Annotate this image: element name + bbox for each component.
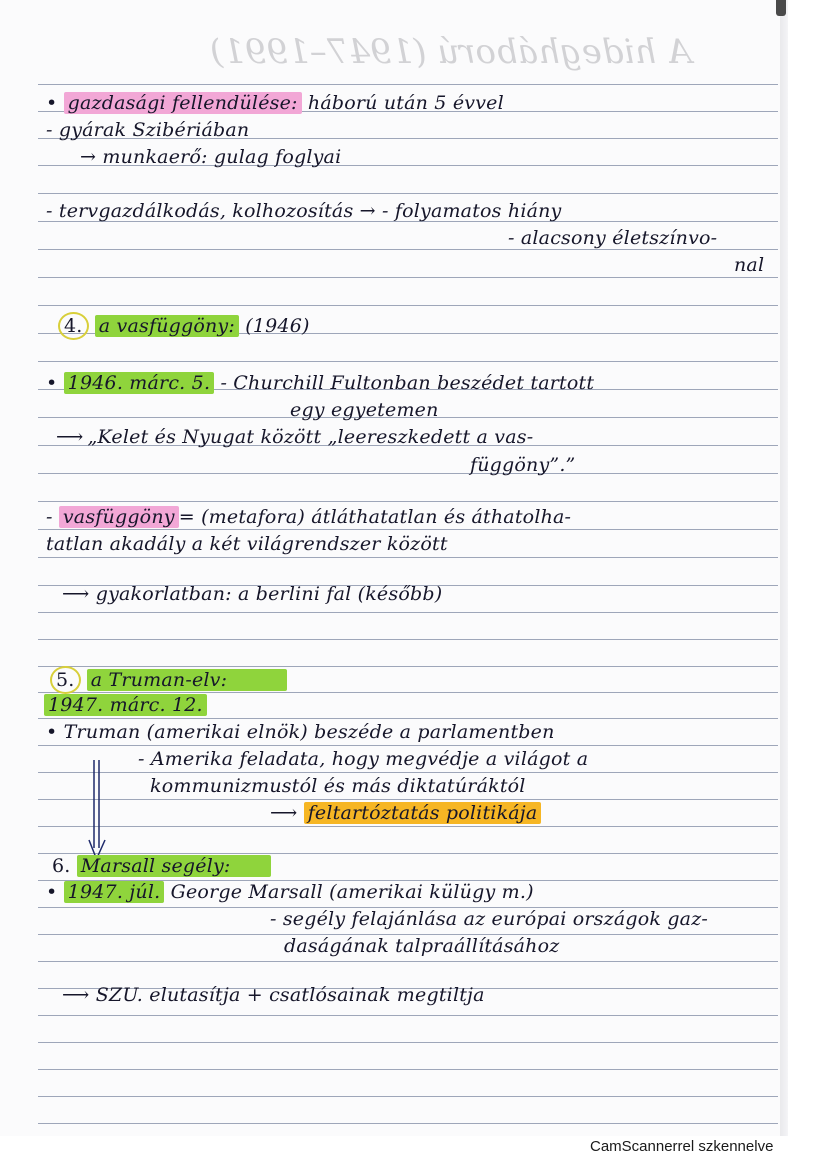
highlighted-term: gazdasági fellendülése:	[64, 92, 302, 114]
bleed-through-header: A hidegháború (1947–1991)	[210, 32, 692, 72]
note-text: - tervgazdálkodás, kolhozosítás →	[46, 200, 376, 222]
note-line-1	[46, 92, 504, 114]
section-title: a Truman-elv:	[87, 669, 287, 691]
section-4-quote	[56, 426, 533, 448]
note-text: munkaerő: gulag foglyai	[96, 146, 342, 168]
ruled-line	[38, 612, 778, 613]
date-highlight: 1947. júl.	[64, 881, 165, 903]
ruled-line	[38, 961, 778, 962]
double-down-arrow-icon	[88, 760, 106, 860]
arrow-icon: ⟶	[56, 426, 82, 448]
section-number: 4.	[58, 312, 89, 340]
date-highlight: 1947. márc. 12.	[44, 694, 207, 716]
ruled-line	[38, 84, 778, 85]
section-title: a vasfüggöny:	[95, 315, 239, 337]
note-text: George Marsall (amerikai külügy m.)	[170, 881, 534, 903]
result-highlight: feltartóztatás politikája	[304, 802, 542, 824]
bullet: •	[46, 92, 58, 114]
ruled-line	[38, 1015, 778, 1016]
ruled-line	[38, 305, 778, 306]
section-6-heading	[52, 855, 271, 877]
section-number: 5.	[50, 666, 81, 694]
section-4-practice	[62, 583, 442, 605]
ruled-line	[38, 557, 778, 558]
section-5-date	[44, 694, 207, 716]
date-highlight: 1946. márc. 5.	[64, 372, 215, 394]
section-4-heading	[58, 312, 310, 340]
section-4-definition-cont: tatlan akadály a két világrendszer között	[46, 533, 448, 555]
ruled-line	[38, 473, 778, 474]
dash: -	[46, 506, 53, 528]
section-4-event-cont: egy egyetemen	[290, 399, 439, 421]
section-title: Marsall segély:	[77, 855, 271, 877]
note-text: Truman (amerikai elnök) beszéde a parlamentben	[63, 721, 555, 743]
ruled-line	[38, 799, 778, 800]
section-6-point-cont: daságának talpraállításához	[284, 935, 560, 957]
ruled-line	[38, 826, 778, 827]
ruled-line	[38, 639, 778, 640]
note-line-5: - alacsony életszínvo-	[508, 227, 718, 249]
ruled-line	[38, 1069, 778, 1070]
section-6-event	[46, 881, 534, 903]
section-4-quote-cont: függöny”.”	[470, 454, 576, 476]
ruled-line	[38, 501, 778, 502]
note-text: - folyamatos hiány	[382, 200, 562, 222]
ruled-line	[38, 772, 778, 773]
page-edge	[780, 0, 788, 1136]
note-line-6: nal	[734, 254, 765, 276]
note-text: SZU. elutasítja + csatlósainak megtiltja	[95, 984, 485, 1006]
ruled-line	[38, 277, 778, 278]
arrow-icon: →	[80, 146, 97, 168]
note-text: gyakorlatban: a berlini fal (később)	[95, 583, 443, 605]
bullet: •	[46, 881, 58, 903]
definition-term: vasfüggöny	[59, 506, 179, 528]
ruled-line	[38, 1123, 778, 1124]
section-5-result	[270, 802, 541, 824]
arrow-icon: ⟶	[270, 802, 298, 824]
ruled-line	[38, 1096, 778, 1097]
note-line-2: - gyárak Szibériában	[46, 119, 250, 141]
ruled-line	[38, 249, 778, 250]
ruled-line	[38, 1042, 778, 1043]
note-line-4	[46, 200, 562, 222]
ruled-line	[38, 193, 778, 194]
section-number: 6.	[52, 855, 71, 877]
bullet: •	[46, 372, 58, 394]
ruled-line	[38, 361, 778, 362]
section-year: (1946)	[245, 315, 310, 337]
arrow-icon: ⟶	[62, 984, 90, 1006]
section-6-result	[62, 984, 485, 1006]
section-5-event	[46, 721, 555, 743]
note-line-3	[80, 146, 341, 168]
quote-text: „Kelet és Nyugat között „leereszkedett a vas-	[87, 426, 534, 448]
scan-corner-shadow	[776, 0, 786, 16]
arrow-icon: ⟶	[62, 583, 90, 605]
ruled-line	[38, 745, 778, 746]
section-4-definition	[46, 506, 571, 528]
section-5-heading	[50, 666, 287, 694]
note-text: háború után 5 évvel	[301, 92, 504, 114]
note-text: = (metafora) átláthatatlan és áthatolha-	[178, 506, 572, 528]
ruled-line	[38, 529, 778, 530]
section-6-point: - segély felajánlása az európai országok gaz-	[270, 908, 709, 930]
note-text: - Churchill Fultonban beszédet tartott	[220, 372, 595, 394]
ruled-line	[38, 853, 778, 854]
scanner-watermark: CamScannerrel szkennelve	[590, 1138, 774, 1155]
ruled-line	[38, 718, 778, 719]
section-4-event	[46, 372, 594, 394]
section-5-point: - Amerika feladata, hogy megvédje a világot a	[138, 748, 589, 770]
bullet: •	[46, 721, 58, 743]
section-5-point-cont: kommunizmustól és más diktatúráktól	[150, 775, 526, 797]
